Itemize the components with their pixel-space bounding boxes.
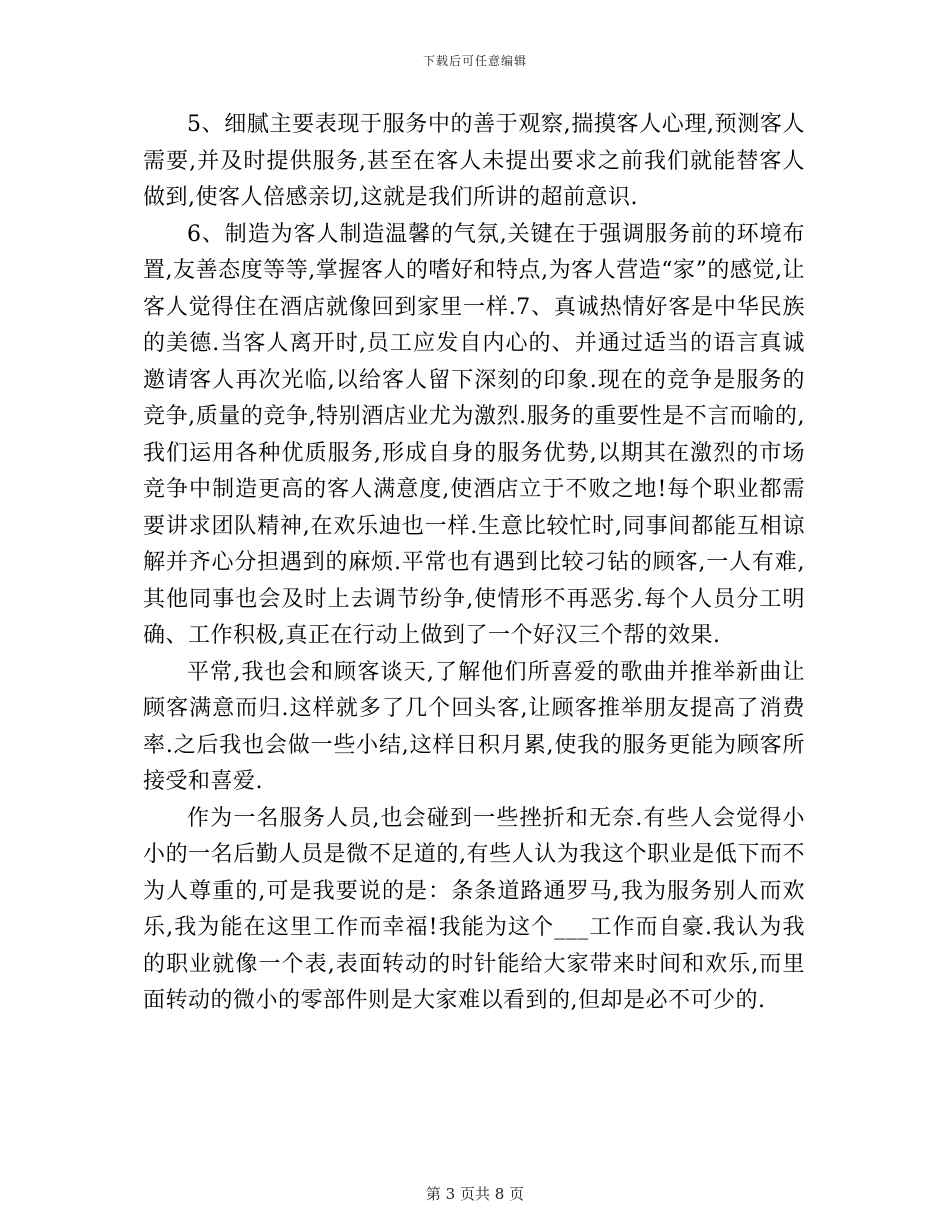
paragraph-service-pride: 作为一名服务人员,也会碰到一些挫折和无奈.有些人会觉得小小的一名后勤人员是微不足道的,有些人认为我这个职业是低下而不为人尊重的,可是我要说的是：条条道路通罗马,我为服务别人而欢乐,我为能在这里工作而幸福!我能为这个___工作而自豪.我认为我的职业就像一个表,表面转动的时针能给大家带来时间和欢乐,而里面转动的微小的零部件则是大家难以看到的,但却是必不可少的. [143,805,805,1013]
document-body [143,107,805,1020]
page-number: 第 3 页共 8 页 [425,1185,525,1203]
header-edit-note: 下载后可任意编辑 [422,54,527,68]
paragraph-attentiveness: 5、细腻主要表现于服务中的善于观察,揣摸客人心理,预测客人需要,并及时提供服务,甚至在客人未提出要求之前我们就能替客人做到,使客人倍感亲切,这就是我们所讲的超前意识. [143,112,805,210]
paragraph-customer-chat: 平常,我也会和顾客谈天,了解他们所喜爱的歌曲并推举新曲让顾客满意而归.这样就多了几个回头客,让顾客推举朋友提高了消费率.之后我也会做一些小结,这样日积月累,使我的服务更能为顾客所接受和喜爱. [143,659,805,794]
paragraph-warm-atmosphere: 6、制造为客人制造温馨的气氛,关键在于强调服务前的环境布置,友善态度等等,掌握客人的嗜好和特点,为客人营造“家”的感觉,让客人觉得住在酒店就像回到家里一样.7、真诚热情好客是中华民族的美德.当客人离开时,员工应发自内心的、并通过适当的语言真诚邀请客人再次光临,以给客人留下深刻的印象.现在的竞争是服务的竞争,质量的竞争,特别酒店业尤为激烈.服务的重要性是不言而喻的,我们运用各种优质服务,形成自身的服务优势,以期其在激烈的市场竞争中制造更高的客人满意度,使酒店立于不败之地!每个职业都需要讲求团队精神,在欢乐迪也一样.生意比较忙时,同事间都能互相谅解并齐心分担遇到的麻烦.平常也有遇到比较刁钻的顾客,一人有难,其他同事也会及时上去调节纷争,使情形不再恶劣.每个人员分工明确、工作积极,真正在行动上做到了一个好汉三个帮的效果. [143,221,805,648]
